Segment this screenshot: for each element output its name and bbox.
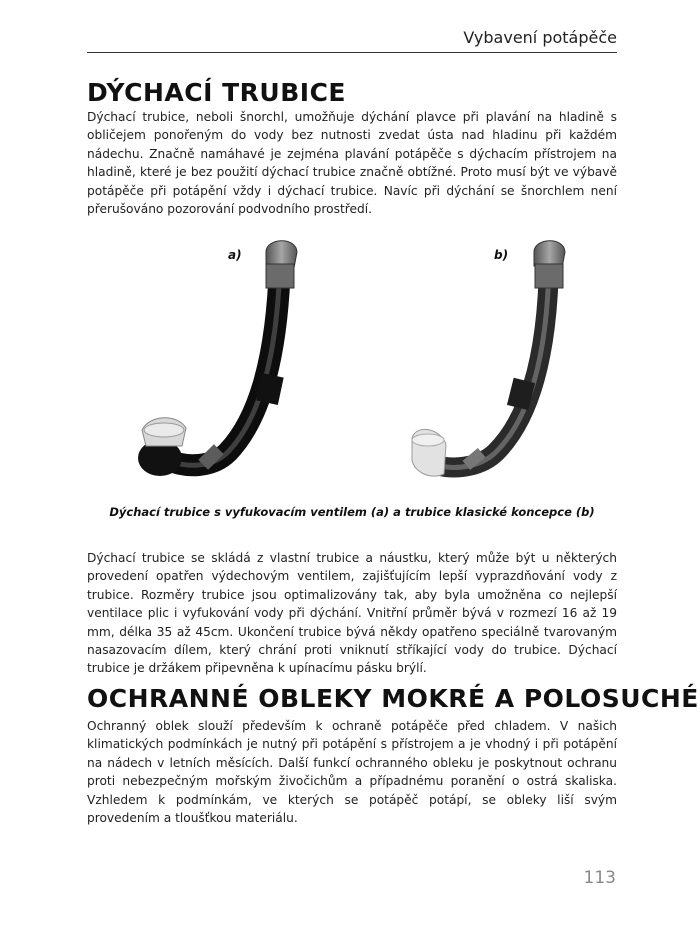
paragraph-wetsuits: Ochranný oblek slouží především k ochraně potápěče před chladem. V našich klimatických podmínkách je nutný při potápění s přístrojem a je vhodný i při potápění na nádech v letních měsících. Další funkcí ochranného obleku je poskytnout ochranu proti nebezpečným mořským živočichům a případnému poranění o ostrá skaliska. Vzhledem k podmínkám, ve kterých se potápěč potápí, se obleky liší svým provedením a tloušťkou materiálu.	[87, 719, 617, 826]
figure-caption: Dýchací trubice s vyfukovacím ventilem (a) a trubice klasické koncepce (b)	[109, 505, 595, 519]
section-heading-snorkel: DÝCHACÍ TRUBICE	[87, 78, 347, 107]
snorkel-a-image	[138, 241, 297, 476]
running-header: Vybavení potápěče	[87, 28, 617, 53]
section-heading-wetsuits: OCHRANNÉ OBLEKY MOKRÉ A POLOSUCHÉ	[87, 684, 699, 713]
figure-label-b: b)	[494, 248, 509, 262]
paragraph-snorkel-intro: Dýchací trubice, neboli šnorchl, umožňuje dýchání plavce při plavání na hladině s obličejem ponořeným do vody bez nutnosti zvedat ústa nad hladinu při každém nádechu. Značně namáhavé je zejména plavání potápěče s dýchacím přístrojem na hladině, které je bez použití dýchací trubice značně obtížné. Proto musí být ve výbavě potápěče při potápění vždy i dýchací trubice. Navíc při dýchání se šnorchlem není přerušováno pozorování podvodního prostředí.	[87, 110, 617, 217]
figure-label-a: a)	[228, 248, 242, 262]
paragraph-snorkel-details: Dýchací trubice se skládá z vlastní trubice a náustku, který může být u některých provedení opatřen výdechovým ventilem, zajišťujícím lepší vyprazdňování vody z trubice. Rozměry trubice jsou optimalizovány tak, aby byla umožněna co nejlepší ventilace plic i vyfukování vody při dýchání. Vnitřní průměr bývá v rozmezí 16 až 19 mm, délka 35 až 45cm. Ukončení trubice bývá někdy opatřeno speciálně tvarovaným nasazovacím dílem, který chrání proti vniknutí stříkající vody do trubice. Dýchací trubice je držákem připevněna k upínacímu pásku brýlí.	[87, 551, 617, 676]
page-number: 113	[583, 868, 616, 888]
snorkel-b-image	[412, 241, 565, 476]
